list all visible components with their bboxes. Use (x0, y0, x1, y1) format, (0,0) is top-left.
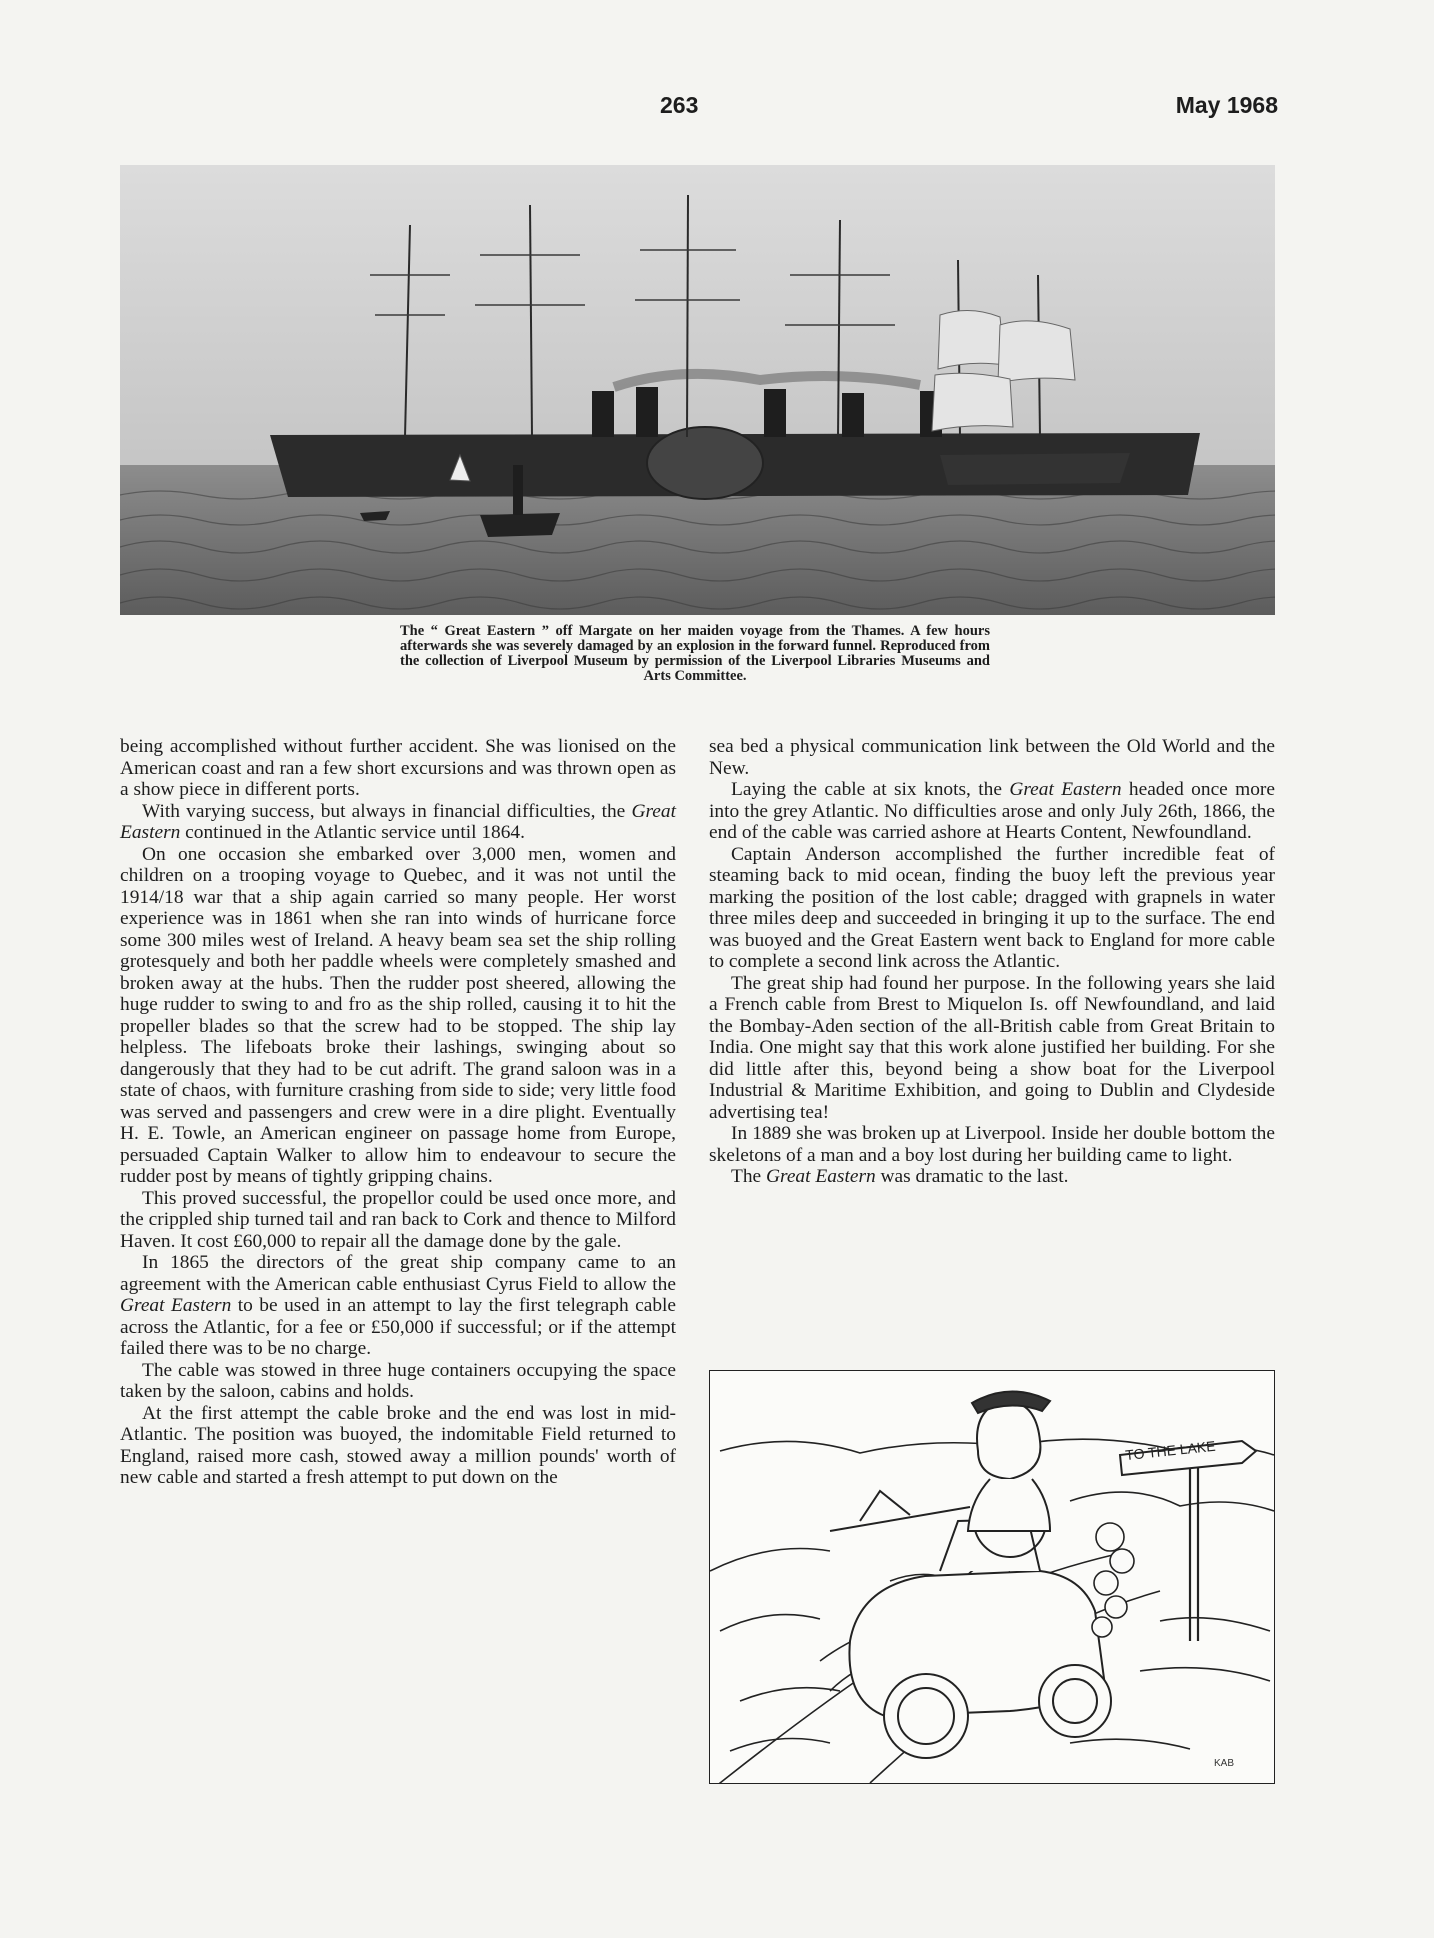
artist-signature: KAB (1213, 1758, 1234, 1769)
article-paragraph: sea bed a physical communication link between the Old World and the New. (709, 736, 1275, 779)
page-number: 263 (660, 92, 699, 118)
article-paragraph: In 1889 she was broken up at Liverpool. Inside her double bottom the skeletons of a man and a boy lost during her building came to light. (709, 1123, 1275, 1166)
article-right-column (709, 736, 1275, 1188)
illustration-caption: The “ Great Eastern ” off Margate on her maiden voyage from the Thames. A few hours afterwards she was severely damaged by an explosion in the forward funnel. Reproduced from the collection of Liverpool Museum by permission of the Liverpool Libraries Museums and Arts Committee. (400, 623, 990, 684)
article-paragraph: On one occasion she embarked over 3,000 men, women and children on a trooping voyage to Quebec, and it was not until the 1914/18 war that a ship again carried so many people. Her worst experience was in 1861 when she ran into winds of hurricane force some 300 miles west of Ireland. A heavy beam sea set the ship rolling grotesquely and both her paddle wheels were completely smashed and broken away at the hubs. Then the rudder post sheered, allowing the huge rudder to swing to and fro as the ship rolled, causing it to hit the propeller blades so that the screw had to be stopped. The ship lay helpless. The lifeboats broke their lashings, swinging about so dangerously that they had to be cut adrift. The grand saloon was in a state of chaos, with furniture crashing from side to side; very little food was served and passengers and crew were in a dire plight. Eventually H. E. Towle, an American engineer on passage home from Europe, persuaded Captain Walker to allow him to endeavour to secure the rudder post by means of tightly gripping chains. (120, 843, 676, 1187)
article-paragraph: With varying success, but always in financial difficulties, the Great Eastern continued in the Atlantic service until 1864. (120, 800, 676, 843)
article-paragraph: being accomplished without further accident. She was lionised on the American coast and ran a few short excursions and was thrown open as a show piece in different ports. (120, 736, 676, 800)
article-paragraph: At the first attempt the cable broke and the end was lost in mid-Atlantic. The position was buoyed, the indomitable Field returned to England, raised more cash, stowed away a million pounds' worth of new cable and started a fresh attempt to put down on the (120, 1402, 676, 1488)
article-left-column (120, 736, 676, 1489)
great-eastern-engraving (120, 165, 1275, 615)
cartoon-illustration (709, 1370, 1275, 1784)
article-paragraph: This proved successful, the propellor could be used once more, and the crippled ship turned tail and ran back to Cork and thence to Milford Haven. It cost £60,000 to repair all the damage done by the gale. (120, 1187, 676, 1252)
article-paragraph: In 1865 the directors of the great ship company came to an agreement with the American cable enthusiast Cyrus Field to allow the Great Eastern to be used in an attempt to lay the first telegraph cable across the Atlantic, for a fee or £50,000 if successful; or if the attempt failed there was to be no charge. (120, 1252, 677, 1359)
article-paragraph: Captain Anderson accomplished the further incredible feat of steaming back to mid ocean, finding the buoy left the previous year marking the position of the lost cable; dragged with grapnels in water three miles deep and succeeded in bringing it up to the surface. The end was buoyed and the Great Eastern went back to England for more cable to complete a second link across the Atlantic. (709, 843, 1275, 972)
article-paragraph: The cable was stowed in three huge containers occupying the space taken by the saloon, cabins and holds. (120, 1359, 676, 1402)
italic-title: Great Eastern (120, 800, 676, 843)
direction-sign: TO THE LAKE (1124, 1437, 1217, 1464)
article-paragraph: The Great Eastern was dramatic to the last. (731, 1166, 1069, 1187)
italic-title: Great Eastern (120, 1295, 232, 1316)
article-paragraph: The great ship had found her purpose. In the following years she laid a French cable from Brest to Miquelon Is. off Newfoundland, and laid the Bombay-Aden section of the all-British cable from Great Britain to India. One might say that this work alone justified her building. For she did little after this, beyond being a show boat for the Liverpool Industrial & Maritime Exhibition, and going to Dublin and Clydeside advertising tea! (709, 972, 1275, 1123)
italic-title: Great Eastern (1009, 779, 1122, 800)
issue-date: May 1968 (1175, 92, 1278, 118)
italic-title: Great Eastern (766, 1166, 876, 1187)
article-paragraph: Laying the cable at six knots, the Great Eastern headed once more into the grey Atlantic. No difficulties arose and only July 26th, 1866, the end of the cable was carried ashore at Hearts Content, Newfoundland. (709, 779, 1275, 843)
